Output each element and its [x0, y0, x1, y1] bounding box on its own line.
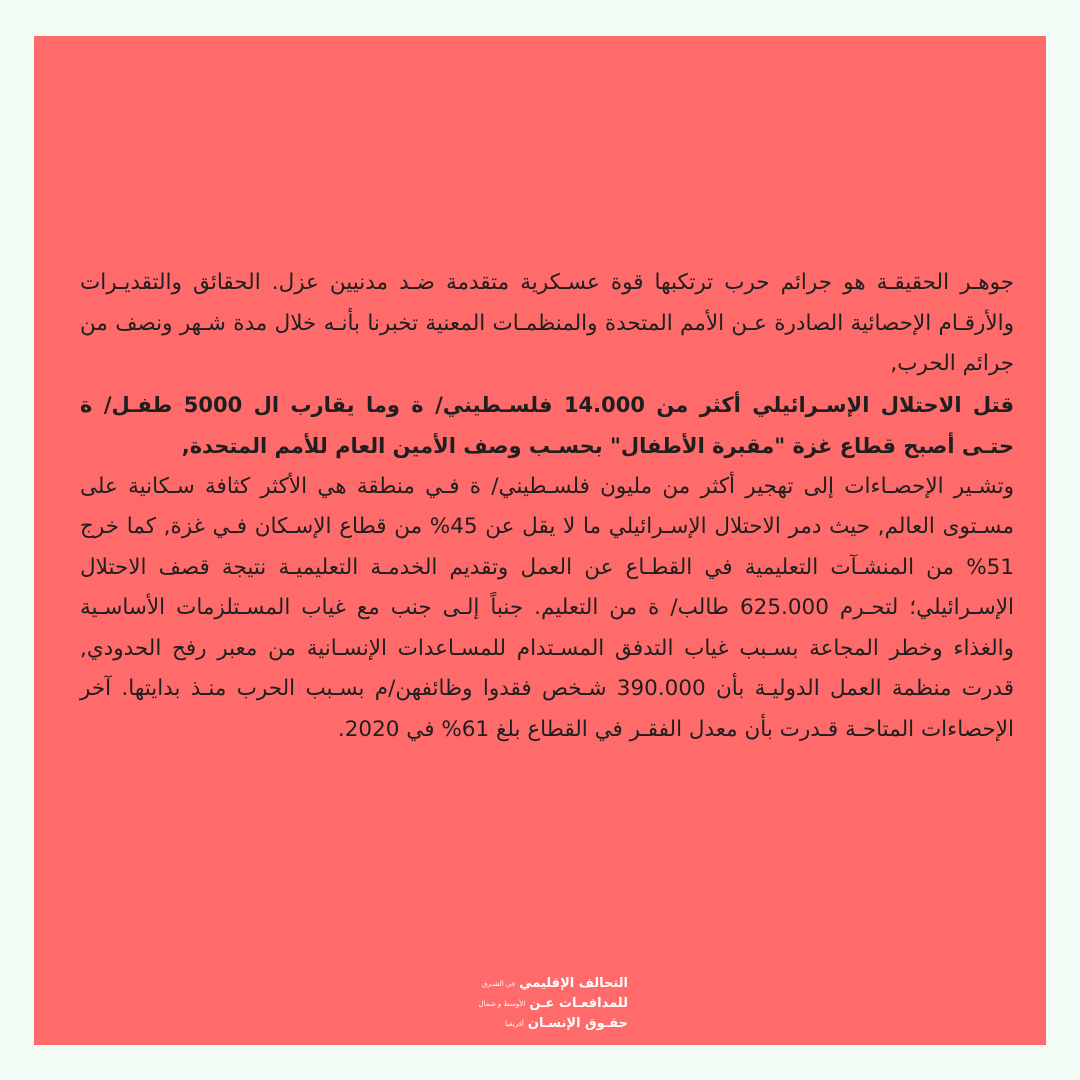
paragraph-statistics: وتشـير الإحصـاءات إلى تهجير أكثر من مليون فلسـطيني/ ة فـي منطقة هي الأكثر كثافة سـكانية على مسـتوى العالم, حيث دمر الاحتلال الإسـرائيلي ما لا يقل عن 45% من قطاع الإسـكان فـي غزة, كما خرج 51% من المنشـآت التعليمية في القطـاع عن العمل وتقديم الخدمـة التعليميـة نتيجة قصف الاحتلال الإسـرائيلي؛ لتحـرم 625.000 طالب/ ة من التعليم. جنباً إلـى جنب مع غياب المسـتلزمات الأساسـية والغذاء وخطر المجاعة بسـبب غياب التدفق المسـتدام للمسـاعدات الإنسـانية من معبر رفح الحدودي, قدرت منظمة العمل الدوليـة بأن 390.000 شـخص فقدوا وظائفهن/م بسـبب الحرب منـذ بدايتها. آخر الإحصاءات المتاحـة قـدرت بأن معدل الفقـر في القطاع بلغ 61% في 2020.	[80, 473, 1014, 742]
paragraph-intro: جوهـر الحقيقـة هو جرائم حرب ترتكبها قوة عسـكرية متقدمة ضـد مدنيين عزل. الحقائق والتقديـرات والأرقـام الإحصائية الصادرة عـن الأمم المتحدة والمنظمـات المعنية تخبرنا بأنـه خلال مدة شـهر ونصف من جرائم الحرب,	[80, 270, 1014, 376]
logo-row-2	[476, 994, 628, 1014]
logo-row-1	[476, 974, 628, 994]
logo-line-3: حقـوق الإنسـان	[527, 1016, 628, 1031]
logo-subline-3: أفريقيا	[504, 1020, 524, 1028]
post-card	[34, 36, 1046, 1045]
logo-row-3	[476, 1014, 628, 1034]
logo-line-1: التحالف الإقليمي	[519, 976, 628, 991]
logo-subline-2: الأوسط و شمال	[478, 1000, 526, 1008]
logo-line-2: للمدافعـات عـن	[529, 996, 628, 1011]
coalition-logo	[476, 974, 628, 1034]
paragraph-casualties: قتل الاحتلال الإسـرائيلي أكثر من 14.000 فلسـطيني/ ة وما يقارب ال 5000 طفـل/ ة حتـى أصبح قطاع غزة "مقبرة الأطفال" بحسـب وصف الأمين العام للأمم المتحدة,	[80, 392, 1015, 458]
post-text	[80, 263, 1014, 750]
logo-subline-1: في الشـرق	[482, 980, 516, 988]
